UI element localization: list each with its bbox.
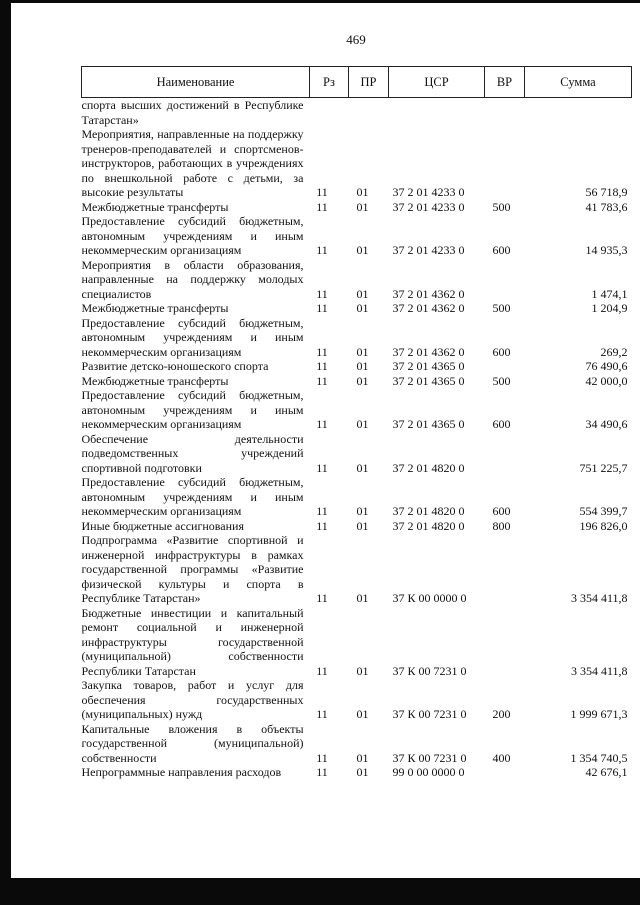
cell-pr: 01 (356, 301, 369, 315)
cell-csr: 37 2 01 4362 0 (392, 344, 465, 359)
cell-name: Развитие детско-юношеского спорта (81, 359, 269, 373)
cell-sum: 3 354 411,8 (570, 591, 628, 605)
cell-csr (389, 98, 485, 128)
table-row (82, 388, 632, 432)
cell-sum: 76 490,6 (585, 359, 628, 373)
cell-pr: 01 (356, 460, 369, 475)
cell-pr: 01 (356, 504, 369, 518)
cell-csr: 37 2 01 4365 0 (392, 373, 465, 388)
cell-vr: 800 (492, 518, 511, 533)
cell-sum: 751 225,7 (579, 460, 628, 475)
cell-csr: 37 2 01 4820 0 (392, 518, 465, 533)
table-body (82, 98, 632, 780)
cell-rz: 11 (316, 707, 328, 721)
scan-top-edge (0, 0, 640, 3)
cell-name: Обеспечение деятельности подведомственных учреждений спортивной подготовки (81, 431, 304, 475)
cell-rz: 11 (316, 504, 328, 518)
budget-table-container (81, 66, 631, 780)
cell-csr: 37 К 00 7231 0 (392, 663, 467, 678)
cell-pr: 01 (356, 518, 369, 533)
cell-name: Предоставление субсидий бюджетным, автономным учреждениям и иным некоммерческим организациям (81, 388, 304, 431)
cell-rz: 11 (316, 460, 328, 475)
cell-csr: 37 2 01 4362 0 (392, 286, 465, 301)
cell-name: Предоставление субсидий бюджетным, автономным учреждениям и иным некоммерческим организациям (81, 475, 304, 518)
cell-name: Закупка товаров, работ и услуг для обеспечения государственных (муниципальных) нужд (81, 678, 304, 721)
cell-rz: 11 (316, 301, 328, 315)
cell-rz (310, 98, 349, 128)
cell-sum: 56 718,9 (585, 185, 628, 199)
cell-vr (485, 432, 525, 476)
table-row (82, 374, 632, 389)
table-row (82, 432, 632, 476)
cell-pr: 01 (356, 707, 369, 721)
cell-vr: 600 (492, 243, 511, 257)
cell-name: Непрограммные направления расходов (81, 765, 282, 779)
cell-vr: 600 (492, 504, 511, 518)
cell-sum: 1 999 671,3 (570, 707, 628, 721)
table-row (82, 678, 632, 722)
cell-csr: 37 К 00 0000 0 (392, 591, 467, 605)
cell-sum: 41 783,6 (585, 199, 628, 214)
cell-rz: 11 (316, 750, 328, 765)
table-row (82, 316, 632, 360)
cell-vr: 500 (492, 373, 511, 388)
cell-rz: 11 (316, 243, 328, 257)
cell-pr: 01 (356, 750, 369, 765)
table-row (82, 214, 632, 258)
table-row (82, 606, 632, 679)
cell-vr (485, 359, 525, 374)
cell-pr: 01 (356, 286, 369, 301)
table-row (82, 258, 632, 302)
header-vr: ВР (485, 67, 525, 98)
cell-sum: 1 354 740,5 (570, 750, 628, 765)
cell-name: Капитальные вложения в объекты государственной (муниципальной) собственности (81, 721, 304, 765)
cell-sum: 34 490,6 (585, 417, 628, 431)
table-row (82, 722, 632, 766)
table-row (82, 200, 632, 215)
cell-csr: 37 2 01 4820 0 (392, 460, 465, 475)
cell-rz: 11 (316, 663, 328, 678)
cell-csr: 37 2 01 4233 0 (392, 185, 465, 199)
cell-name: Подпрограмма «Развитие спортивной и инженерной инфраструктуры в рамках государственной программы «Развитие физической культуры и спорта в Республике Татарстан» (81, 533, 304, 605)
cell-pr: 01 (356, 765, 369, 779)
cell-name: спорта высших достижений в Республике Татарстан» (81, 98, 304, 127)
table-row (82, 301, 632, 316)
cell-sum: 554 399,7 (579, 504, 628, 518)
cell-rz: 11 (316, 591, 328, 605)
cell-rz: 11 (316, 518, 328, 533)
cell-sum: 269,2 (600, 344, 628, 359)
budget-table (81, 66, 632, 780)
cell-vr (485, 258, 525, 302)
cell-vr: 500 (492, 301, 511, 315)
table-row (82, 533, 632, 606)
cell-name: Предоставление субсидий бюджетным, автономным учреждениям и иным некоммерческим организациям (81, 214, 304, 257)
cell-rz: 11 (316, 417, 328, 431)
cell-csr: 37 К 00 7231 0 (392, 750, 467, 765)
header-csr: ЦСР (389, 67, 485, 98)
cell-pr: 01 (356, 591, 369, 605)
cell-rz: 11 (316, 373, 328, 388)
cell-csr: 37 2 01 4820 0 (392, 504, 465, 518)
cell-sum: 1 204,9 (591, 301, 628, 315)
cell-name: Межбюджетные трансферты (81, 301, 229, 315)
cell-rz: 11 (316, 185, 328, 199)
cell-vr: 200 (492, 707, 511, 721)
cell-pr: 01 (356, 199, 369, 214)
cell-name: Мероприятия в области образования, направленные на поддержку молодых специалистов (81, 257, 304, 301)
cell-rz: 11 (316, 344, 328, 359)
header-name: Наименование (82, 67, 310, 98)
cell-name: Бюджетные инвестиции и капитальный ремонт социальной и инженерной инфраструктуры государственной (муниципальной) собственности Республики Татарстан (81, 605, 304, 678)
cell-csr: 37 2 01 4233 0 (392, 243, 465, 257)
header-sum: Сумма (525, 67, 632, 98)
table-header-row (82, 67, 632, 98)
cell-vr (485, 765, 525, 780)
cell-csr: 37 К 00 7231 0 (392, 707, 467, 721)
cell-csr: 37 2 01 4365 0 (392, 417, 465, 431)
cell-pr (349, 98, 389, 128)
table-row (82, 98, 632, 128)
cell-vr: 600 (492, 344, 511, 359)
cell-sum: 42 676,1 (585, 765, 628, 779)
cell-name: Иные бюджетные ассигнования (81, 518, 244, 533)
table-row (82, 765, 632, 780)
cell-rz: 11 (316, 359, 328, 373)
header-rz: Рз (310, 67, 349, 98)
cell-rz: 11 (316, 765, 328, 779)
table-row (82, 519, 632, 534)
cell-vr (485, 98, 525, 128)
cell-pr: 01 (356, 344, 369, 359)
scan-left-edge (0, 0, 11, 890)
table-row (82, 475, 632, 519)
cell-vr (485, 127, 525, 200)
page-number: 469 (346, 32, 366, 47)
cell-csr: 37 2 01 4362 0 (392, 301, 465, 315)
cell-csr: 99 0 00 0000 0 (392, 765, 465, 779)
table-row (82, 127, 632, 200)
scan-bottom-edge (0, 878, 640, 905)
cell-pr: 01 (356, 359, 369, 373)
cell-pr: 01 (356, 243, 369, 257)
cell-sum (525, 98, 632, 128)
cell-name: Межбюджетные трансферты (81, 373, 229, 388)
cell-pr: 01 (356, 185, 369, 199)
cell-csr: 37 2 01 4233 0 (392, 199, 465, 214)
cell-sum: 196 826,0 (579, 518, 628, 533)
cell-sum: 42 000,0 (585, 373, 628, 388)
cell-vr (485, 606, 525, 679)
cell-pr: 01 (356, 373, 369, 388)
cell-pr: 01 (356, 417, 369, 431)
cell-pr: 01 (356, 663, 369, 678)
cell-rz: 11 (316, 286, 328, 301)
cell-vr: 600 (492, 417, 511, 431)
table-row (82, 359, 632, 374)
cell-sum: 1 474,1 (591, 286, 628, 301)
cell-sum: 3 354 411,8 (570, 663, 628, 678)
cell-vr: 400 (492, 750, 511, 765)
cell-rz: 11 (316, 199, 328, 214)
cell-vr: 500 (492, 199, 511, 214)
cell-name: Мероприятия, направленные на поддержку тренеров-преподавателей и спортсменов-инструкторов, работающих в учреждениях по внешкольной работе с детьми, за высокие результаты (81, 127, 304, 199)
cell-sum: 14 935,3 (585, 243, 628, 257)
cell-csr: 37 2 01 4365 0 (392, 359, 465, 373)
cell-name: Предоставление субсидий бюджетным, автономным учреждениям и иным некоммерческим организациям (81, 315, 304, 359)
header-pr: ПР (349, 67, 389, 98)
cell-name: Межбюджетные трансферты (81, 199, 229, 214)
cell-vr (485, 533, 525, 606)
